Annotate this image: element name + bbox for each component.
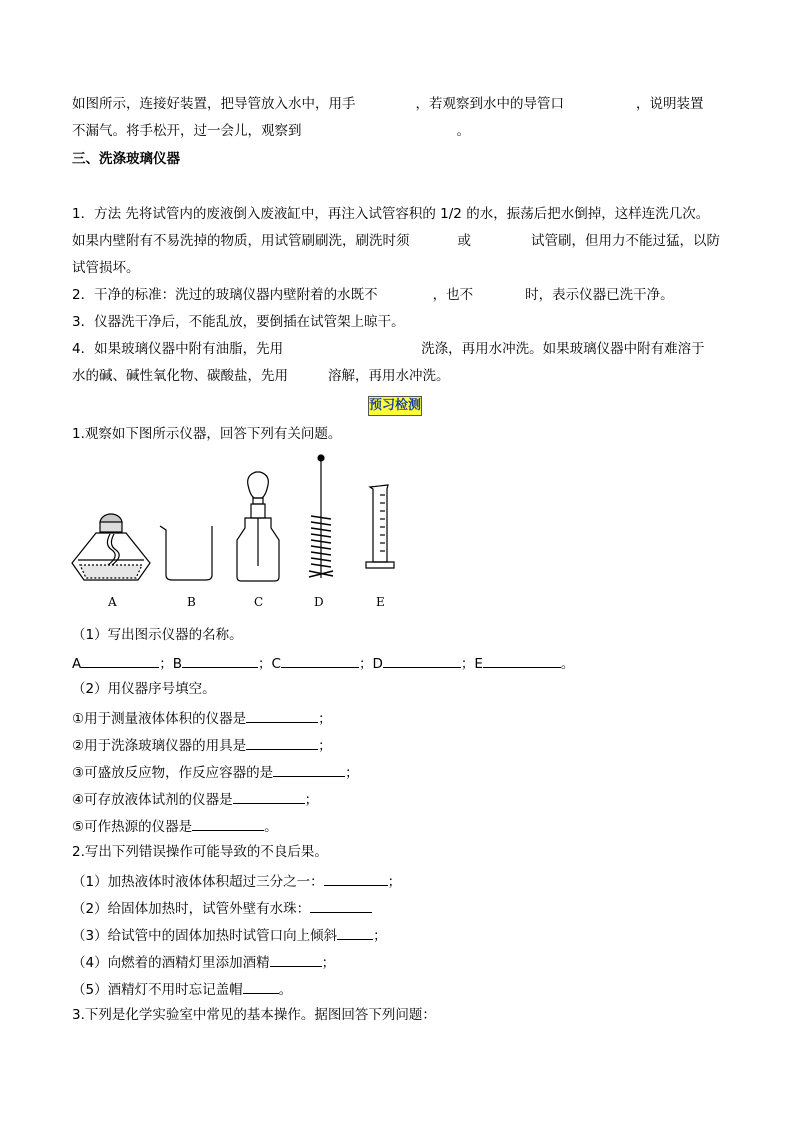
answer-blank[interactable] <box>310 898 372 913</box>
answer-blank[interactable] <box>243 979 279 994</box>
text: （1）加热液体时液体体积超过三分之一： <box>72 874 324 890</box>
answer-blank[interactable] <box>246 708 318 723</box>
text: ⑤可作热源的仪器是 <box>72 819 193 835</box>
figure-label-c: C <box>254 595 264 609</box>
text: ；C <box>258 656 281 672</box>
paragraph-line: 1．方法 先将试管内的废液倒入废液缸中，再注入试管容积的 1/2 的水，振荡后把水倒掉，这样连洗几次。 <box>72 206 710 222</box>
text: 。 <box>278 982 293 998</box>
alcohol-lamp-drawing <box>72 514 150 580</box>
answer-blank-e[interactable] <box>483 653 561 668</box>
text: ； <box>304 792 319 808</box>
intro-text: 如图所示，连接好装置，把导管放入水中，用手 <box>72 96 356 112</box>
question-2-item <box>72 979 292 999</box>
answer-blank[interactable] <box>337 925 373 940</box>
answer-blank-b[interactable] <box>182 653 258 668</box>
text: 如果内壁附有不易洗掉的物质，用试管刷刷洗，刷洗时须 <box>72 233 410 249</box>
text: （4）向燃着的酒精灯里添加酒精 <box>72 955 270 971</box>
question-1-sub-1: （1）写出图示仪器的名称。 <box>72 627 243 643</box>
text: 4．如果玻璃仪器中附有油脂，先用 <box>72 341 284 357</box>
answer-blank[interactable] <box>246 735 318 750</box>
question-1-item <box>72 708 332 728</box>
intro-text: ，若观察到水中的导管口 <box>415 96 564 112</box>
text: （2）给固体加热时，试管外壁有水珠： <box>72 901 311 917</box>
question-2-item <box>72 898 372 918</box>
paragraph-line: 3．仪器洗干净后，不能乱放，要倒插在试管架上晾干。 <box>72 314 405 330</box>
question-1-item <box>72 789 318 809</box>
intro-text: 不漏气。将手松开，过一会儿，观察到 <box>72 123 302 139</box>
test-tube-brush-drawing <box>309 455 333 578</box>
intro-text: ，说明装置 <box>636 96 704 112</box>
beaker-drawing <box>160 526 212 580</box>
question-1-stem: 1.观察如下图所示仪器，回答下列有关问题。 <box>72 426 342 442</box>
answer-blank[interactable] <box>324 871 388 886</box>
question-1-item <box>72 735 332 755</box>
text: 试管刷，但用力不能过猛，以防 <box>531 233 720 249</box>
text: ，也不 <box>432 287 474 303</box>
text: 。 <box>264 819 278 835</box>
text: ；D <box>358 656 383 672</box>
question-2-item <box>72 871 401 891</box>
answer-blank[interactable] <box>273 762 345 777</box>
question-2-item <box>72 952 335 972</box>
question-2-stem: 2.写出下列错误操作可能导致的不良后果。 <box>72 844 328 860</box>
question-3-stem: 3.下列是化学实验室中常见的基本操作。据图回答下列问题： <box>72 1007 436 1023</box>
text: ；E <box>460 656 483 672</box>
answer-blank-d[interactable] <box>383 653 461 668</box>
question-1-names-row <box>72 653 574 673</box>
text: ④可存放液体试剂的仪器是 <box>72 792 233 808</box>
answer-blank-a[interactable] <box>81 653 159 668</box>
text: ； <box>387 874 402 890</box>
text: 水的碱、碱性氧化物、碳酸盐，先用 <box>72 368 288 384</box>
text: ①用于测量液体体积的仪器是 <box>72 711 247 727</box>
answer-blank[interactable] <box>233 789 305 804</box>
graduated-cylinder-drawing <box>366 485 394 568</box>
text: 。 <box>560 656 575 672</box>
figure-label-d: D <box>314 595 324 609</box>
text: ； <box>373 928 387 944</box>
figure-label-a: A <box>108 595 117 609</box>
answer-blank[interactable] <box>270 952 322 967</box>
question-1-sub-2: （2）用仪器序号填空。 <box>72 681 216 697</box>
text: ②用于洗涤玻璃仪器的用具是 <box>72 738 247 754</box>
figure-label-e: E <box>376 595 385 609</box>
text: 溶解，再用水冲洗。 <box>328 368 450 384</box>
text: 时，表示仪器已洗干净。 <box>525 287 674 303</box>
text: ； <box>318 738 332 754</box>
text: （5）酒精灯不用时忘记盖帽 <box>72 982 243 998</box>
text: ； <box>318 711 332 727</box>
question-1-item <box>72 816 278 836</box>
text: ；B <box>159 656 183 672</box>
paragraph-line: 试管损坏。 <box>72 260 140 276</box>
answer-blank-c[interactable] <box>281 653 359 668</box>
preview-test-badge: 预习检测 <box>368 396 422 416</box>
text: ； <box>321 955 336 971</box>
question-1-item <box>72 762 359 782</box>
text: ③可盛放反应物，作反应容器的是 <box>72 765 274 781</box>
text: 洗涤，再用水冲洗。如果玻璃仪器中附有难溶于 <box>421 341 705 357</box>
text: A <box>72 656 82 672</box>
text: （3）给试管中的固体加热时试管口向上倾斜 <box>72 928 338 944</box>
figure-label-b: B <box>187 595 196 609</box>
intro-text: 。 <box>456 123 470 139</box>
text: 2．干净的标准：洗过的玻璃仪器内壁附着的水既不 <box>72 287 378 303</box>
question-2-item <box>72 925 387 945</box>
text: 或 <box>457 233 471 249</box>
dropper-bottle-drawing <box>237 472 279 581</box>
text: ； <box>345 765 359 781</box>
answer-blank[interactable] <box>192 816 264 831</box>
section-heading: 三、洗涤玻璃仪器 <box>72 151 180 167</box>
